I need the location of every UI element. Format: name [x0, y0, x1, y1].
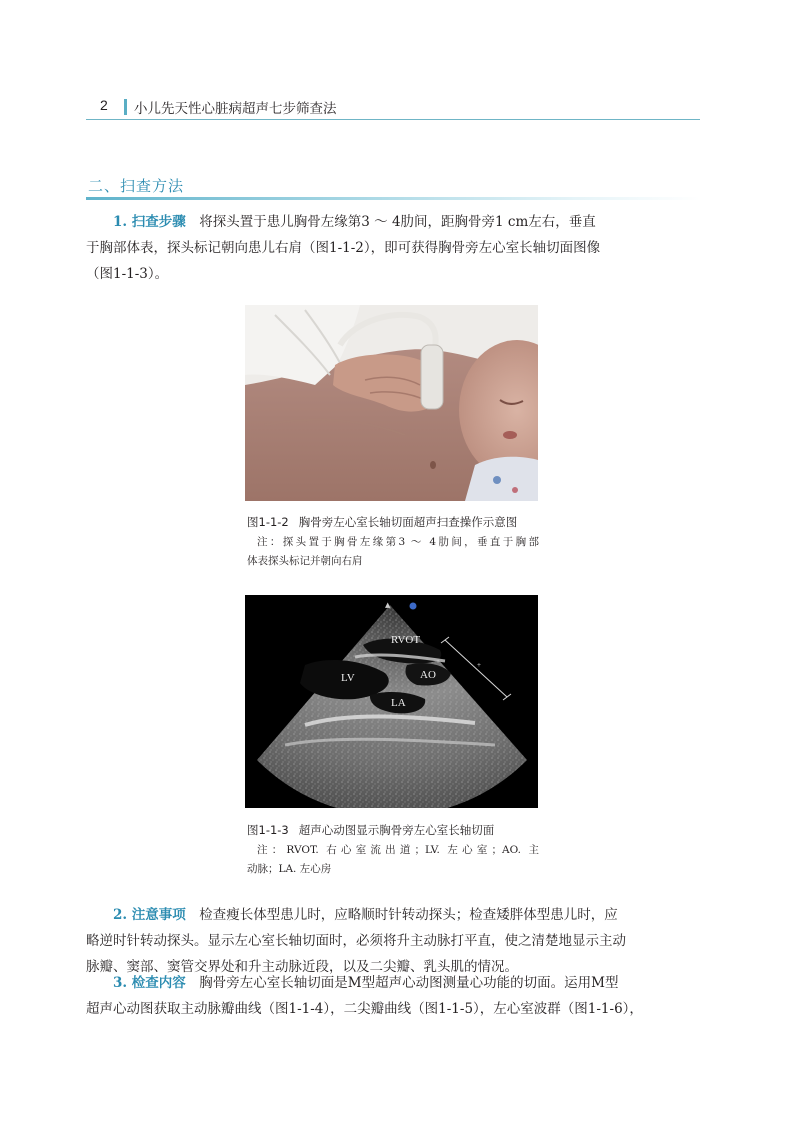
figure-number: 图1-1-3	[247, 823, 289, 837]
label-ao: AO	[420, 669, 436, 681]
caption-note-line: 动脉；LA. 左心房	[247, 863, 332, 875]
paragraph-line	[86, 902, 700, 928]
page-number: 2	[100, 97, 108, 113]
paragraph-exam-content	[86, 970, 700, 1022]
paragraph-lead: 3. 检查内容	[113, 975, 186, 991]
running-title: 小儿先天性心脏病超声七步筛查法	[134, 101, 337, 117]
caption-note-line: 注：探头置于胸骨左缘第3 ～ 4肋间，垂直于胸部	[257, 536, 539, 548]
paragraph-notes	[86, 902, 700, 980]
figure-number: 图1-1-2	[247, 515, 289, 529]
paragraph-line: 略逆时针转动探头。显示左心室长轴切面时，必须将升主动脉打平直，使之清楚地显示主动	[86, 933, 626, 949]
echo-illustration	[245, 595, 538, 808]
svg-text:▲: ▲	[385, 601, 391, 609]
paragraph-line: 于胸部体表，探头标记朝向患儿右肩（图1-1-2），即可获得胸骨旁左心室长轴切面图像	[86, 240, 601, 256]
figure-title: 胸骨旁左心室长轴切面超声扫查操作示意图	[298, 515, 518, 529]
scanning-photo	[245, 305, 538, 501]
paragraph-line	[86, 209, 700, 235]
paragraph-line	[86, 970, 700, 996]
label-rvot: RVOT	[391, 634, 421, 646]
section-title: 二、扫查方法	[88, 177, 185, 195]
caption-note-line: 注：RVOT. 右心室流出道；LV. 左心室；AO. 主	[257, 844, 539, 856]
running-header	[86, 96, 700, 120]
paragraph-text: 检查瘦长体型患儿时，应略顺时针转动探头；检查矮胖体型患儿时，应	[199, 907, 618, 923]
svg-text:+: +	[477, 661, 481, 669]
label-lv: LV	[341, 672, 355, 684]
paragraph-text: 胸骨旁左心室长轴切面是M型超声心动图测量心功能的切面。运用M型	[199, 975, 619, 991]
paragraph-scan-steps	[86, 209, 700, 287]
section-heading	[86, 175, 700, 197]
figure-caption-note	[247, 841, 539, 879]
paragraph-line: （图1-1-3）。	[86, 266, 169, 282]
figure-caption-title	[247, 822, 494, 838]
label-la: LA	[391, 697, 406, 709]
figure-title: 超声心动图显示胸骨旁左心室长轴切面	[298, 823, 495, 837]
paragraph-line: 脉瓣、窦部、窦管交界处和升主动脉近段，以及二尖瓣、乳头肌的情况。	[86, 959, 518, 975]
header-rule	[86, 119, 700, 120]
paragraph-lead: 2. 注意事项	[113, 907, 186, 923]
echocardiogram-image	[245, 595, 538, 808]
scanning-photo-illustration	[245, 305, 538, 501]
figure-caption-title	[247, 514, 517, 530]
section-rule	[86, 197, 700, 200]
header-accent-bar	[124, 99, 127, 115]
paragraph-line: 超声心动图获取主动脉瓣曲线（图1-1-4），二尖瓣曲线（图1-1-5），左心室波群（图1-1-6），	[86, 1001, 643, 1017]
figure-caption-note	[247, 533, 539, 571]
paragraph-text: 将探头置于患儿胸骨左缘第3 ～ 4肋间，距胸骨旁1 cm左右，垂直	[199, 214, 596, 230]
caption-note-line: 体表探头标记并朝向右肩	[247, 555, 363, 567]
paragraph-lead: 1. 扫查步骤	[113, 214, 186, 230]
